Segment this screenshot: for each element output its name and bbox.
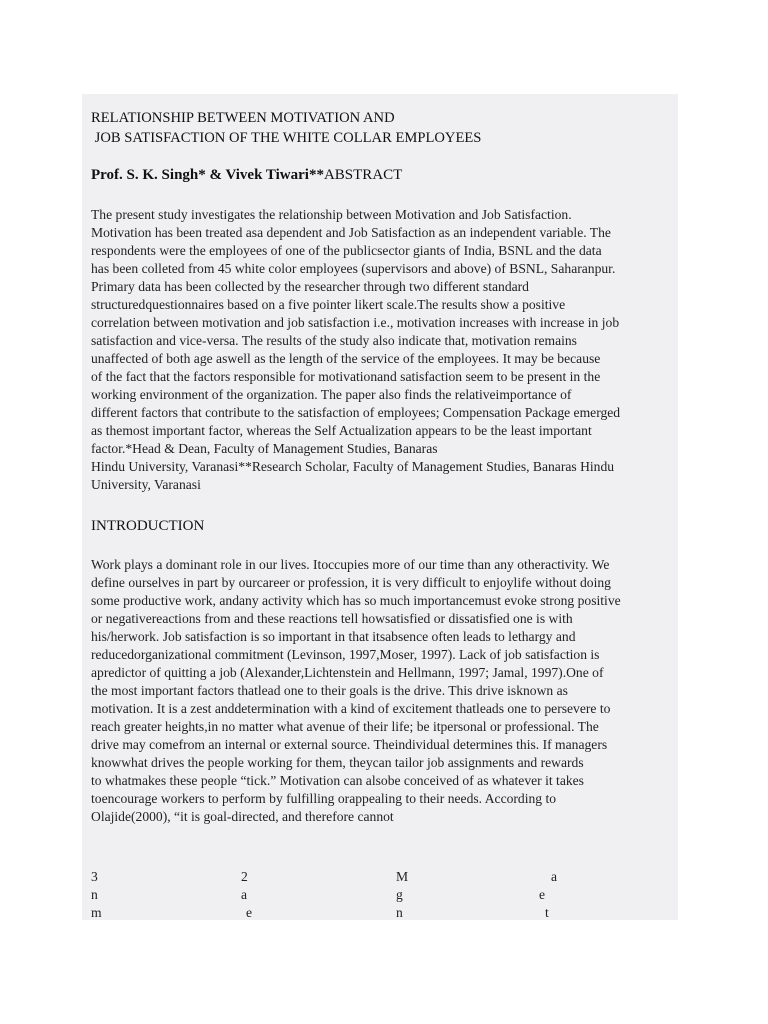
page-footer-letters: [91, 868, 651, 922]
introduction-line: reducedorganizational commitment (Levinson, 1997,Moser, 1997). Lack of job satisfaction is: [91, 647, 600, 662]
abstract-paragraph: [91, 206, 675, 494]
abstract-line: correlation between motivation and job satisfaction i.e., motivation increases with increase in job: [91, 315, 620, 330]
introduction-line: some productive work, andany activity which has so much importancemust evoke strong positive: [91, 593, 621, 608]
abstract-line: The present study investigates the relationship between Motivation and Job Satisfaction.: [91, 207, 572, 222]
abstract-line: working environment of the organization. The paper also finds the relativeimportance of: [91, 387, 572, 402]
abstract-line: Hindu University, Varanasi**Research Scholar, Faculty of Management Studies, Banaras Hindu: [91, 459, 615, 474]
footer-letter: e: [539, 887, 546, 902]
introduction-line: the most important factors thatlead one to their goals is the drive. This drive isknown as: [91, 683, 568, 698]
introduction-heading: INTRODUCTION: [91, 518, 205, 534]
authors-line: [91, 165, 675, 185]
footer-row: [91, 904, 651, 922]
abstract-line: different factors that contribute to the satisfaction of employees; Compensation Package emerged: [91, 405, 621, 420]
footer-letter: 3: [91, 869, 98, 884]
introduction-paragraph: [91, 556, 675, 826]
author-names: Prof. S. K. Singh* & Vivek Tiwari**: [91, 167, 324, 183]
footer-letter: n: [91, 887, 98, 902]
footer-letter: a: [551, 869, 558, 884]
footer-letter: m: [91, 905, 102, 920]
footer-letter: a: [241, 887, 248, 902]
title-line-2: JOB SATISFACTION OF THE WHITE COLLAR EMPLOYEES: [91, 130, 482, 146]
introduction-line: knowwhat drives the people working for them, theycan tailor job assignments and rewards: [91, 755, 584, 770]
introduction-line: Olajide(2000), “it is goal-directed, and therefore cannot: [91, 809, 394, 824]
footer-letter: t: [545, 905, 549, 920]
abstract-line: Primary data has been collected by the researcher through two different standard: [91, 279, 529, 294]
introduction-line: drive may comefrom an internal or external source. Theindividual determines this. If managers: [91, 737, 608, 752]
introduction-line: motivation. It is a zest anddetermination with a kind of excitement thatleads one to persevere to: [91, 701, 611, 716]
abstract-line: as themost important factor, whereas the Self Actualization appears to be the least important: [91, 423, 592, 438]
footer-letter: g: [396, 887, 403, 902]
introduction-line: Work plays a dominant role in our lives. Itoccupies more of our time than any otheractivity. We: [91, 557, 610, 572]
document-content: [91, 108, 675, 826]
abstract-line: of the fact that the factors responsible for motivationand satisfaction seem to be present in the: [91, 369, 601, 384]
footer-letter: 2: [241, 869, 248, 884]
abstract-label: ABSTRACT: [323, 167, 403, 183]
abstract-line: factor.*Head & Dean, Faculty of Management Studies, Banaras: [91, 441, 438, 456]
abstract-line: Motivation has been treated asa dependent and Job Satisfaction as an independent variable. The: [91, 225, 611, 240]
abstract-line: satisfaction and vice-versa. The results of the study also indicate that, motivation remains: [91, 333, 577, 348]
footer-letter: n: [396, 905, 403, 920]
introduction-line: or negativereactions from and these reactions tell howsatisfied or dissatisfied one is with: [91, 611, 573, 626]
title-line-1: RELATIONSHIP BETWEEN MOTIVATION AND: [91, 110, 395, 126]
abstract-line: has been colleted from 45 white color employees (supervisors and above) of BSNL, Saharanpur.: [91, 261, 616, 276]
abstract-line: respondents were the employees of one of the publicsector giants of India, BSNL and the data: [91, 243, 602, 258]
introduction-line: to whatmakes these people “tick.” Motivation can alsobe conceived of as whatever it takes: [91, 773, 584, 788]
abstract-line: structuredquestionnaires based on a five pointer likert scale.The results show a positive: [91, 297, 566, 312]
paper-title: [91, 108, 675, 148]
introduction-line: toencourage workers to perform by fulfilling orappealing to their needs. According to: [91, 791, 557, 806]
introduction-line: his/herwork. Job satisfaction is so important in that itsabsence often leads to lethargy and: [91, 629, 576, 644]
introduction-line: define ourselves in part by ourcareer or profession, it is very difficult to enjoylife without doing: [91, 575, 611, 590]
introduction-line: reach greater heights,in no matter what avenue of their life; be itpersonal or professional. The: [91, 719, 599, 734]
footer-letter: M: [396, 869, 409, 884]
footer-letter: e: [246, 905, 253, 920]
footer-row: [91, 886, 651, 904]
abstract-line: University, Varanasi: [91, 477, 201, 492]
document-page: [82, 94, 678, 920]
abstract-line: unaffected of both age aswell as the length of the service of the employees. It may be because: [91, 351, 601, 366]
introduction-line: apredictor of quitting a job (Alexander,Lichtenstein and Hellmann, 1997; Jamal, 1997).One of: [91, 665, 604, 680]
footer-row: [91, 868, 651, 886]
